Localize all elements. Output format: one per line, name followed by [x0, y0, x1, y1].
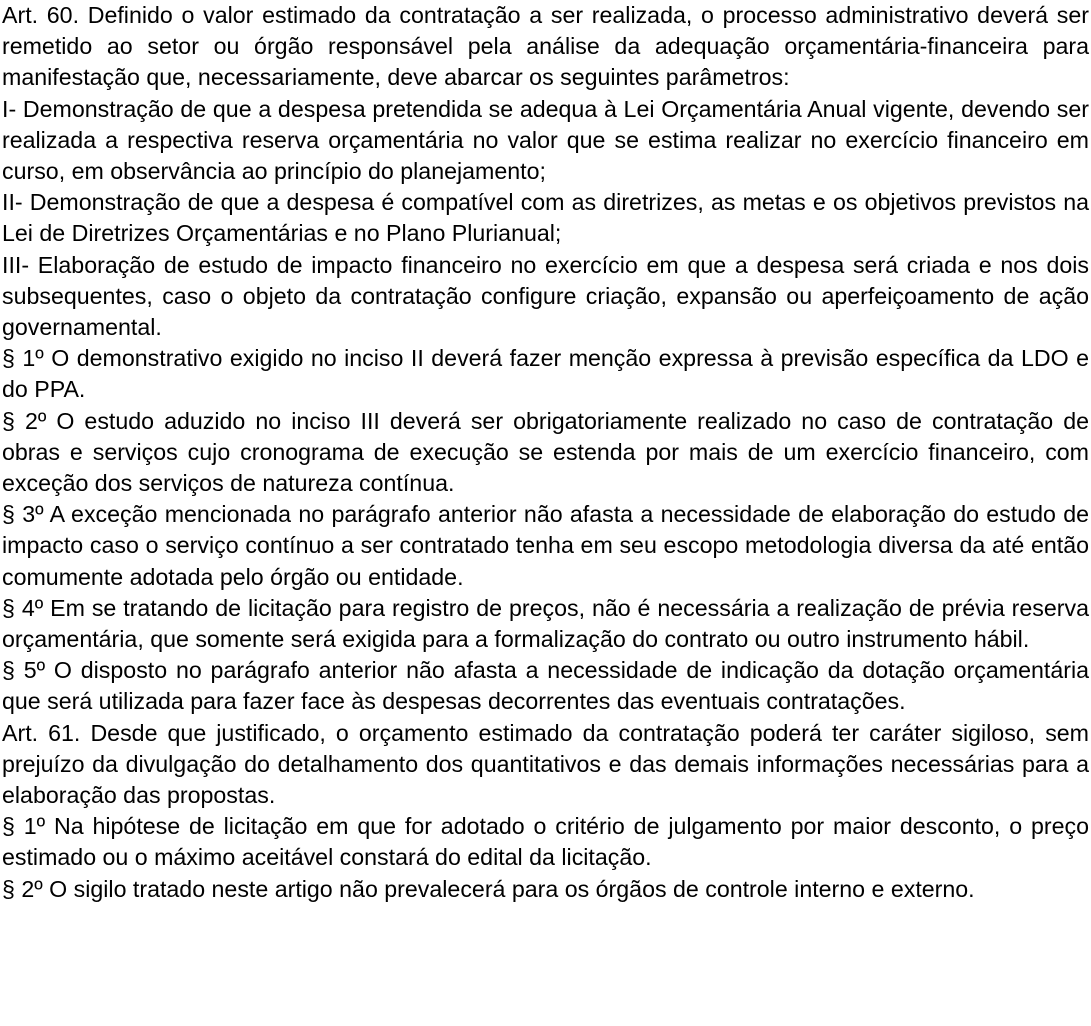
art-60-inciso-iii: III- Elaboração de estudo de impacto financeiro no exercício em que a despesa será criada e nos dois subsequentes, caso o objeto da contratação configure criação, expansão ou aperfeiçoamento de ação governamental. — [2, 251, 1089, 341]
art-60-paragrafo-2: § 2º O estudo aduzido no inciso III deverá ser obrigatoriamente realizado no caso de contratação de obras e serviços cujo cronograma de execução se estenda por mais de um exercício financeiro, com exceção dos serviços de natureza contínua. — [2, 407, 1089, 497]
art-61-caput: Art. 61. Desde que justificado, o orçamento estimado da contratação poderá ter caráter sigiloso, sem prejuízo da divulgação do detalhamento dos quantitativos e das demais informações necessárias para a elaboração das propostas. — [2, 719, 1089, 809]
art-60-paragrafo-3: § 3º A exceção mencionada no parágrafo anterior não afasta a necessidade de elaboração do estudo de impacto caso o serviço contínuo a ser contratado tenha em seu escopo metodologia diversa da até então comumente adotada pelo órgão ou entidade. — [2, 501, 1089, 590]
art-60-paragrafo-5: § 5º O disposto no parágrafo anterior não afasta a necessidade de indicação da dotação orçamentária que será utilizada para fazer face às despesas decorrentes das eventuais contratações. — [2, 657, 1089, 715]
art-60-inciso-i: I- Demonstração de que a despesa pretendida se adequa à Lei Orçamentária Anual vigente, devendo ser realizada a respectiva reserva orçamentária no valor que se estima realizar no exercício financeiro em curso, em observância ao princípio do planejamento; — [2, 95, 1089, 185]
art-61-paragrafo-2: § 2º O sigilo tratado neste artigo não prevalecerá para os órgãos de controle interno e externo. — [2, 875, 975, 902]
art-61-paragrafo-1: § 1º Na hipótese de licitação em que for adotado o critério de julgamento por maior desconto, o preço estimado ou o máximo aceitável constará do edital da licitação. — [2, 813, 1089, 871]
art-60-paragrafo-4: § 4º Em se tratando de licitação para registro de preços, não é necessária a realização de prévia reserva orçamentária, que somente será exigida para a formalização do contrato ou outro instrumento hábil. — [2, 594, 1089, 653]
art-60-paragrafo-1: § 1º O demonstrativo exigido no inciso II deverá fazer menção expressa à previsão específica da LDO e do PPA. — [2, 345, 1089, 403]
art-60-caput: Art. 60. Definido o valor estimado da contratação a ser realizada, o processo administrativo deverá ser remetido ao setor ou órgão responsável pela análise da adequação orçamentária-financeira para manifestação que, necessariamente, deve abarcar os seguintes parâmetros: — [2, 2, 1089, 91]
art-60-inciso-ii: II- Demonstração de que a despesa é compatível com as diretrizes, as metas e os objetivos previstos na Lei de Diretrizes Orçamentárias e no Plano Plurianual; — [2, 189, 1089, 247]
